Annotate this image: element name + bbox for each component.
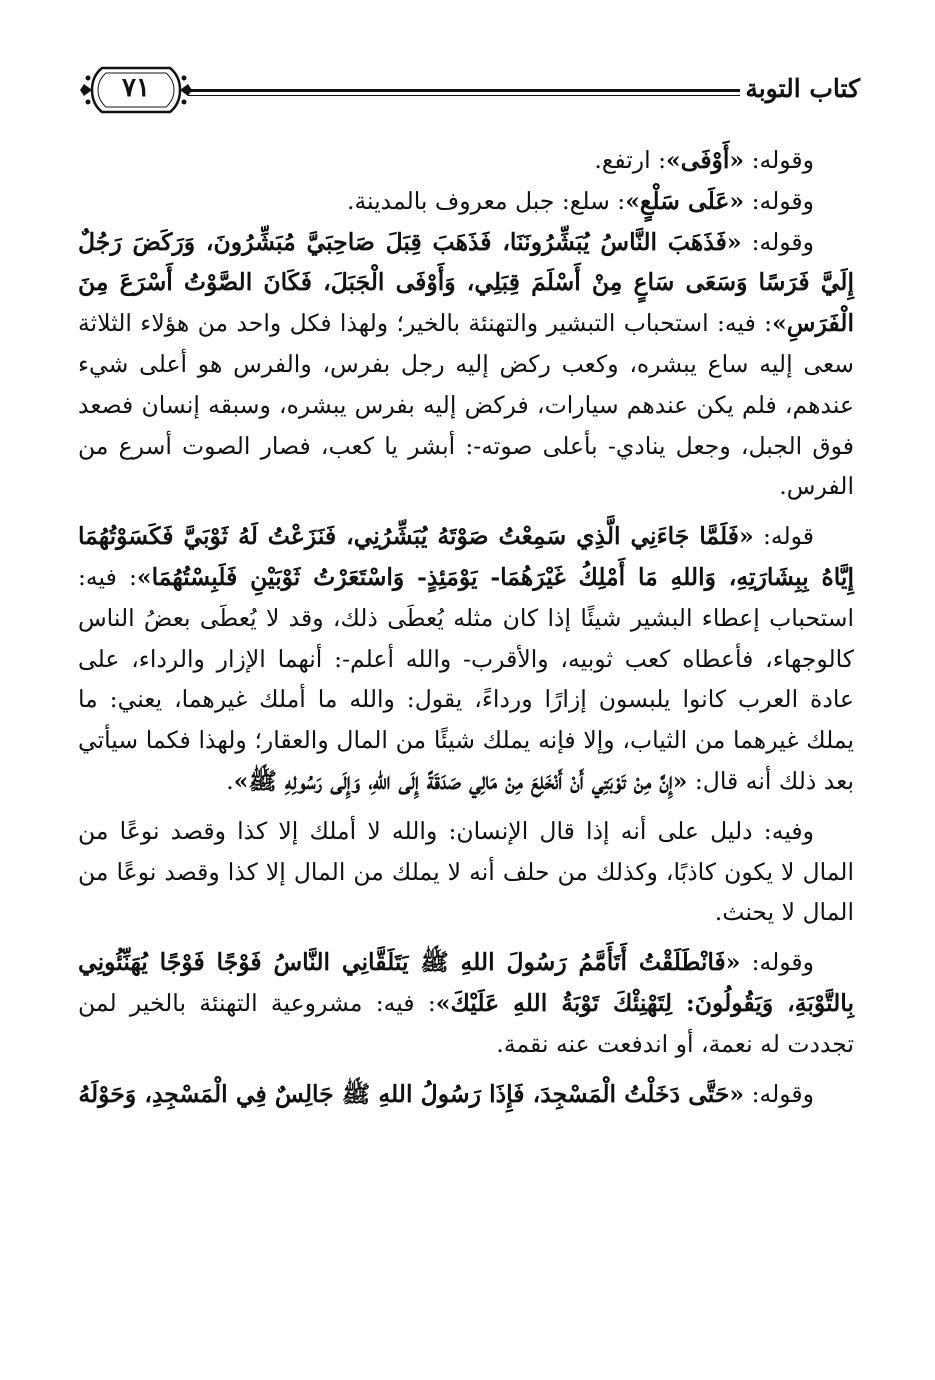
paragraph-text: : فيه: مشروعية التهنئة بالخير لمن تجددت له نعمة، أو اندفعت عنه نقمة. — [78, 988, 854, 1058]
paragraph-5 — [78, 811, 854, 933]
paragraph-lead: وقوله: — [740, 948, 814, 977]
paragraph-text: : فيه: استحباب إعطاء البشير شيئًا إذا كان مثله يُعطَى ذلك، وقد لا يُعطَى بعضُ الناس كالوجهاء، فأعطاه كعب ثوبيه، والأقرب- والله أعلم-: أنهما الإزار والرداء، على عادة العرب كانوا يلبسون إزارًا ورداءً، يقول: والله ما أملك غيرهما، يعني: ما يملك غيرهما من الثياب، وإلا فإنه يملك شيئًا من المال والعقار؛ ولهذا فكما سيأتي بعد ذلك أنه قال: — [78, 562, 854, 795]
hadith-quote: «عَلَى سَلْعٍ» — [625, 186, 745, 215]
paragraph-3 — [78, 222, 854, 508]
paragraph-2 — [78, 181, 854, 222]
header-rule-thick — [188, 89, 740, 92]
paragraph-4 — [78, 516, 854, 802]
paragraph-lead: وقوله: — [741, 227, 815, 256]
paragraph-lead: قوله: — [753, 522, 814, 551]
paragraph-1 — [78, 140, 854, 181]
paragraph-text: . — [226, 766, 234, 795]
paragraph-text: وفيه: دليل على أنه إذا قال الإنسان: والله لا أملك إلا كذا وقصد نوعًا من المال لا يكون كاذبًا، وكذلك من حلف أنه لا يملك من المال إلا كذا وقصد نوعًا من المال لا يحنث. — [78, 816, 854, 927]
paragraph-text: : سلع: جبل معروف بالمدينة. — [346, 186, 626, 215]
paragraph-text: : فيه: استحباب التبشير والتهنئة بالخير؛ ولهذا فكل واحد من هؤلاء الثلاثة سعى إليه ساع يبشره، وكعب ركض إليه رجل بفرس، والفرس هو أعلى شيء عندهم، فلم يكن عندهم سيارات، فركض إليه بفرس يبشره، وسبقه إنسان فصعد فوق الجبل، وجعل ينادي- بأعلى صوته-: أبشر يا كعب، فصار الصوت أسرع من الفرس. — [78, 309, 854, 501]
paragraph-6 — [78, 942, 854, 1064]
paragraph-7 — [78, 1074, 854, 1115]
running-header — [80, 62, 860, 118]
body-text — [78, 140, 854, 1114]
paragraph-lead: وقوله: — [744, 146, 814, 174]
paragraph-text: : ارتفع. — [594, 146, 667, 174]
book-title: كتاب التوبة — [745, 74, 860, 103]
header-rule-thin — [188, 95, 740, 96]
hadith-quote: «إِنَّ مِنْ تَوْبَتِي أَنْ أَنْخَلِعَ مِنْ مَالِي صَدَقَةً إِلَى اللهِ، وَإِلَى رَسُولِهِ ﷺ» — [233, 766, 688, 795]
page-number: ٧١ — [122, 73, 150, 103]
hadith-quote: «فَذَهَبَ النَّاسُ يُبَشِّرُونَنَا، فَذَهَبَ قِبَلَ صَاحِبَيَّ مُبَشِّرُونَ، وَرَكَضَ رَجُلٌ إِلَيَّ فَرَسًا وَسَعَى سَاعٍ مِنْ أَسْلَمَ قِبَلِي، وَأَوْفَى الْجَبَلَ، فَكَانَ الصَّوْتُ أَسْرَعَ مِنَ الْفَرَسِ» — [78, 227, 854, 338]
paragraph-lead: وقوله: — [744, 186, 814, 215]
page-number-ornament — [80, 62, 192, 118]
hadith-quote: «فَانْطَلَقْتُ أَتَأَمَّمُ رَسُولَ اللهِ ﷺ يَتَلَقَّانِي النَّاسُ فَوْجًا فَوْجًا يُهَنِّئُونِي بِالتَّوْبَةِ، وَيَقُولُونَ: لِتَهْنِئْكَ تَوْبَةُ اللهِ عَلَيْكَ» — [78, 948, 854, 1017]
hadith-quote: «فَلَمَّا جَاءَنِي الَّذِي سَمِعْتُ صَوْتَهُ يُبَشِّرُنِي، فَنَزَعْتُ لَهُ ثَوْبَيَّ فَكَسَوْتُهُمَا إِيَّاهُ بِبِشَارَتِهِ، وَاللهِ مَا أَمْلِكُ غَيْرَهُمَا- يَوْمَئِذٍ- وَاسْتَعَرْتُ ثَوْبَيْنِ فَلَبِسْتُهُمَا» — [78, 522, 854, 591]
hadith-quote: «حَتَّى دَخَلْتُ الْمَسْجِدَ، فَإِذَا رَسُولُ اللهِ ﷺ جَالِسٌ فِي الْمَسْجِدِ، وَحَوْلَهُ — [78, 1079, 745, 1108]
hadith-quote: «أَوْفَى» — [666, 146, 745, 174]
paragraph-lead: وقوله: — [744, 1079, 814, 1108]
